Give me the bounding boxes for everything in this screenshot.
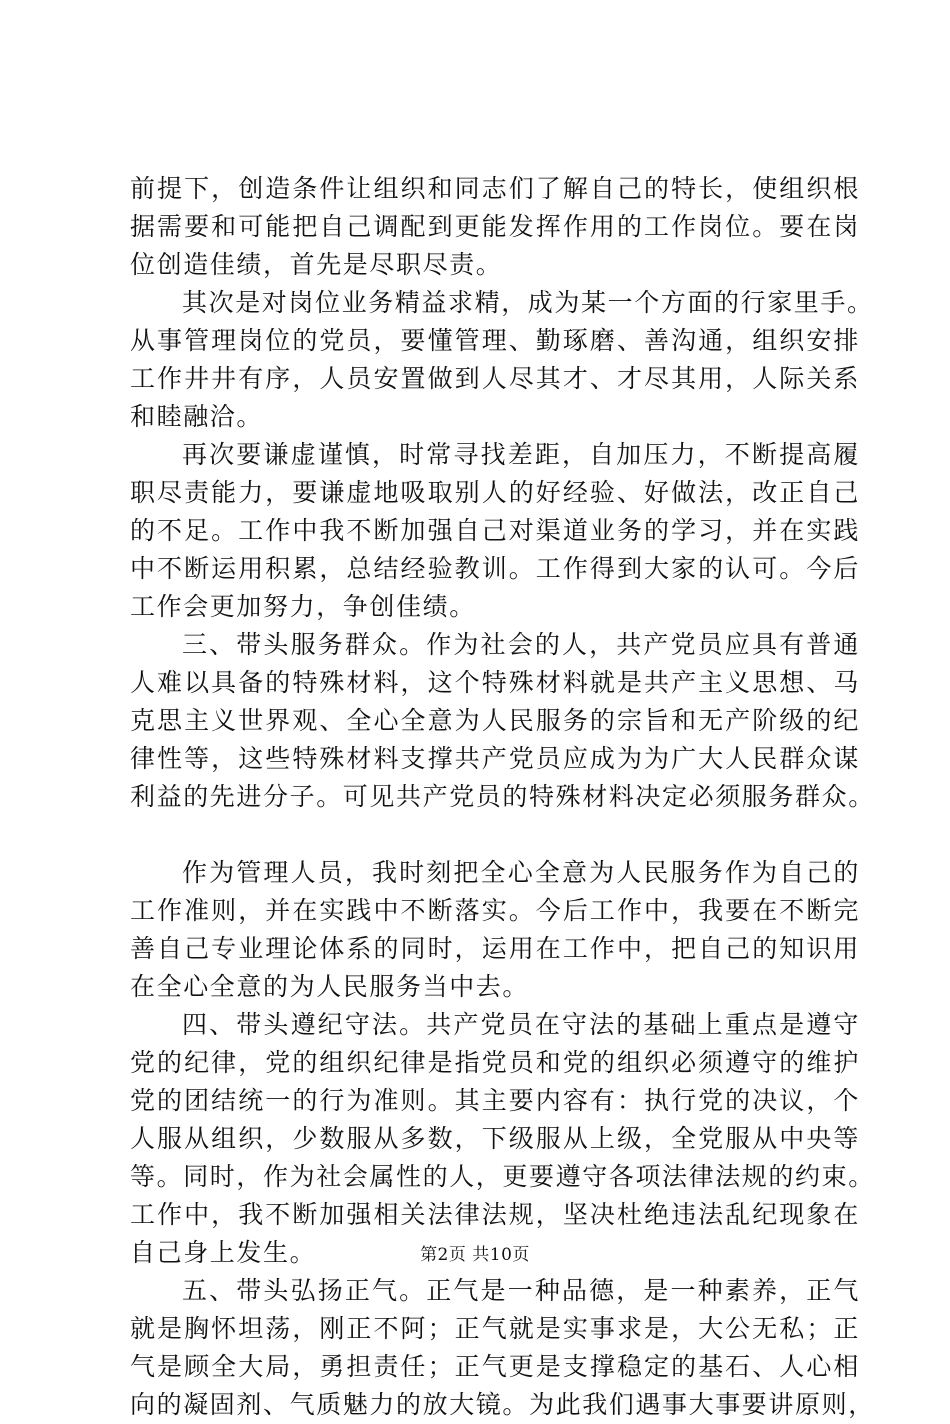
text-line: 党的团结统一的行为准则。其主要内容有：执行党的决议，个: [130, 1086, 860, 1115]
text-line: 克思主义世界观、全心全意为人民服务的宗旨和无产阶级的纪: [130, 706, 860, 735]
text-line: 律性等，这些特殊材料支撑共产党员应成为为广大人民群众谋: [130, 744, 860, 773]
text-line: 利益的先进分子。可见共产党员的特殊材料决定必须服务群众。: [130, 782, 875, 811]
text-line: 前提下，创造条件让组织和同志们了解自己的特长，使组织根: [130, 174, 860, 203]
page-number-footer: 第2页 共10页: [420, 1245, 530, 1265]
text-line: 向的凝固剂、气质魅力的放大镜。为此我们遇事大事要讲原则，: [130, 1390, 875, 1419]
paragraph-first-line: 三、带头服务群众。作为社会的人，共产党员应具有普通: [182, 630, 860, 659]
document-body: [130, 170, 875, 1424]
text-line: 职尽责能力，要谦虚地吸取别人的好经验、好做法，改正自己: [130, 478, 860, 507]
paragraph-first-line: 四、带头遵纪守法。共产党员在守法的基础上重点是遵守: [182, 1010, 860, 1039]
text-line: 人服从组织，少数服从多数，下级服从上级，全党服从中央等: [130, 1124, 860, 1153]
text-line: 党的纪律，党的组织纪律是指党员和党的组织必须遵守的维护: [130, 1048, 860, 1077]
text-line: 据需要和可能把自己调配到更能发挥作用的工作岗位。要在岗: [130, 212, 860, 241]
text-line: 位创造佳绩，首先是尽职尽责。: [130, 250, 503, 279]
paragraph-first-line: 其次是对岗位业务精益求精，成为某一个方面的行家里手。: [182, 288, 874, 317]
text-line: 人难以具备的特殊材料，这个特殊材料就是共产主义思想、马: [130, 668, 860, 697]
paragraph-first-line: 五、带头弘扬正气。正气是一种品德，是一种素养，正气: [182, 1276, 860, 1305]
text-line: 的不足。工作中我不断加强自己对渠道业务的学习，并在实践: [130, 516, 860, 545]
text-line: 从事管理岗位的党员，要懂管理、勤琢磨、善沟通，组织安排: [130, 326, 860, 355]
text-line: 工作中，我不断加强相关法律法规，坚决杜绝违法乱纪现象在: [130, 1200, 860, 1229]
text-line: 工作井井有序，人员安置做到人尽其才、才尽其用，人际关系: [130, 364, 860, 393]
text-line: 等。同时，作为社会属性的人，更要遵守各项法律法规的约束。: [130, 1162, 875, 1191]
text-line: 在全心全意的为人民服务当中去。: [130, 972, 530, 1001]
text-line: 工作准则，并在实践中不断落实。今后工作中，我要在不断完: [130, 896, 860, 925]
paragraph-first-line: 作为管理人员，我时刻把全心全意为人民服务作为自己的: [182, 858, 860, 887]
blank-line: [130, 816, 860, 854]
text-line: 中不断运用积累，总结经验教训。工作得到大家的认可。今后: [130, 554, 860, 583]
text-line: 善自己专业理论体系的同时，运用在工作中，把自己的知识用: [130, 934, 860, 963]
paragraph-first-line: 再次要谦虚谨慎，时常寻找差距，自加压力，不断提高履: [182, 440, 860, 469]
text-line: 自己身上发生。: [130, 1238, 317, 1267]
text-line: 和睦融洽。: [130, 402, 264, 431]
text-line: 气是顾全大局，勇担责任；正气更是支撑稳定的基石、人心相: [130, 1352, 860, 1381]
text-line: 就是胸怀坦荡，刚正不阿；正气就是实事求是，大公无私；正: [130, 1314, 860, 1343]
text-line: 工作会更加努力，争创佳绩。: [130, 592, 476, 621]
